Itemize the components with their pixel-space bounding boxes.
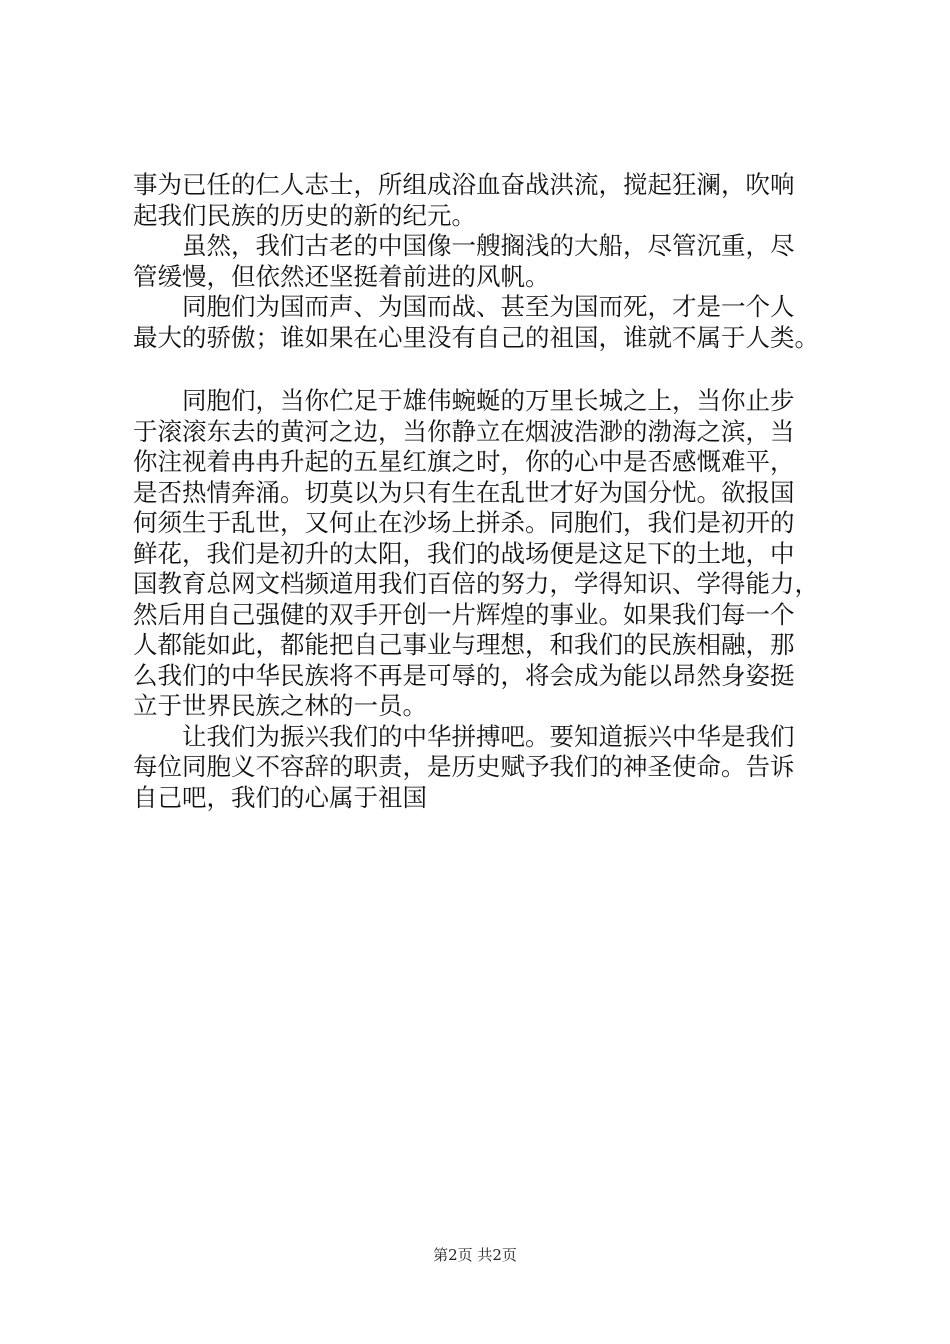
- paragraph-line: 让我们为振兴我们的中华拼搏吧。要知道振兴中华是我们: [182, 721, 795, 751]
- paragraph-line: 虽然，我们古老的中国像一艘搁浅的大船，尽管沉重，尽: [182, 231, 795, 260]
- paragraph-line: 自己吧，我们的心属于祖国: [133, 782, 427, 812]
- paragraph-line: 于滚滚东去的黄河之边，当你静立在烟波浩渺的渤海之滨，当: [133, 416, 795, 446]
- paragraph-line: 管缓慢，但依然还坚挺着前进的风帆。: [133, 261, 550, 291]
- page-footer: [0, 1245, 950, 1265]
- paragraph-line: 然后用自己强健的双手开创一片辉煌的事业。如果我们每一个: [133, 599, 795, 629]
- document-body: [133, 170, 833, 813]
- paragraph-line: 每位同胞义不容辞的职责，是历史赋予我们的神圣使命。告诉: [133, 752, 795, 781]
- paragraph-line: 事为已任的仁人志士，所组成浴血奋战洪流，搅起狂澜，吹响: [133, 170, 795, 199]
- paragraph-line: 么我们的中华民族将不再是可辱的，将会成为能以昂然身姿挺: [133, 660, 795, 690]
- paragraph-line: 同胞们，当你伫足于雄伟蜿蜒的万里长城之上，当你止步: [182, 386, 795, 415]
- paragraph-line: 立于世界民族之林的一员。: [133, 691, 427, 720]
- paragraph-line: 最大的骄傲；谁如果在心里没有自己的祖国，谁就不属于人类。: [133, 322, 819, 352]
- paragraph-line: 人都能如此，都能把自己事业与理想，和我们的民族相融，那: [133, 630, 795, 659]
- page-number: 第2页 共2页: [433, 1246, 517, 1264]
- paragraph-line: 国教育总网文档频道用我们百倍的努力，学得知识、学得能力，: [133, 569, 819, 598]
- paragraph-line: 同胞们为国而声、为国而战、甚至为国而死，才是一个人: [182, 292, 795, 321]
- paragraph-line: 你注视着冉冉升起的五星红旗之时，你的心中是否感慨难平，: [133, 447, 795, 476]
- paragraph-line: 鲜花，我们是初升的太阳，我们的战场便是这足下的土地，中: [133, 538, 795, 568]
- paragraph-line: 起我们民族的历史的新的纪元。: [133, 200, 476, 230]
- paragraph-line: 何须生于乱世，又何止在沙场上拼杀。同胞们，我们是初开的: [133, 508, 795, 537]
- paragraph-gap: [133, 353, 833, 386]
- paragraph-line: 是否热情奔涌。切莫以为只有生在乱世才好为国分忧。欲报国: [133, 477, 795, 507]
